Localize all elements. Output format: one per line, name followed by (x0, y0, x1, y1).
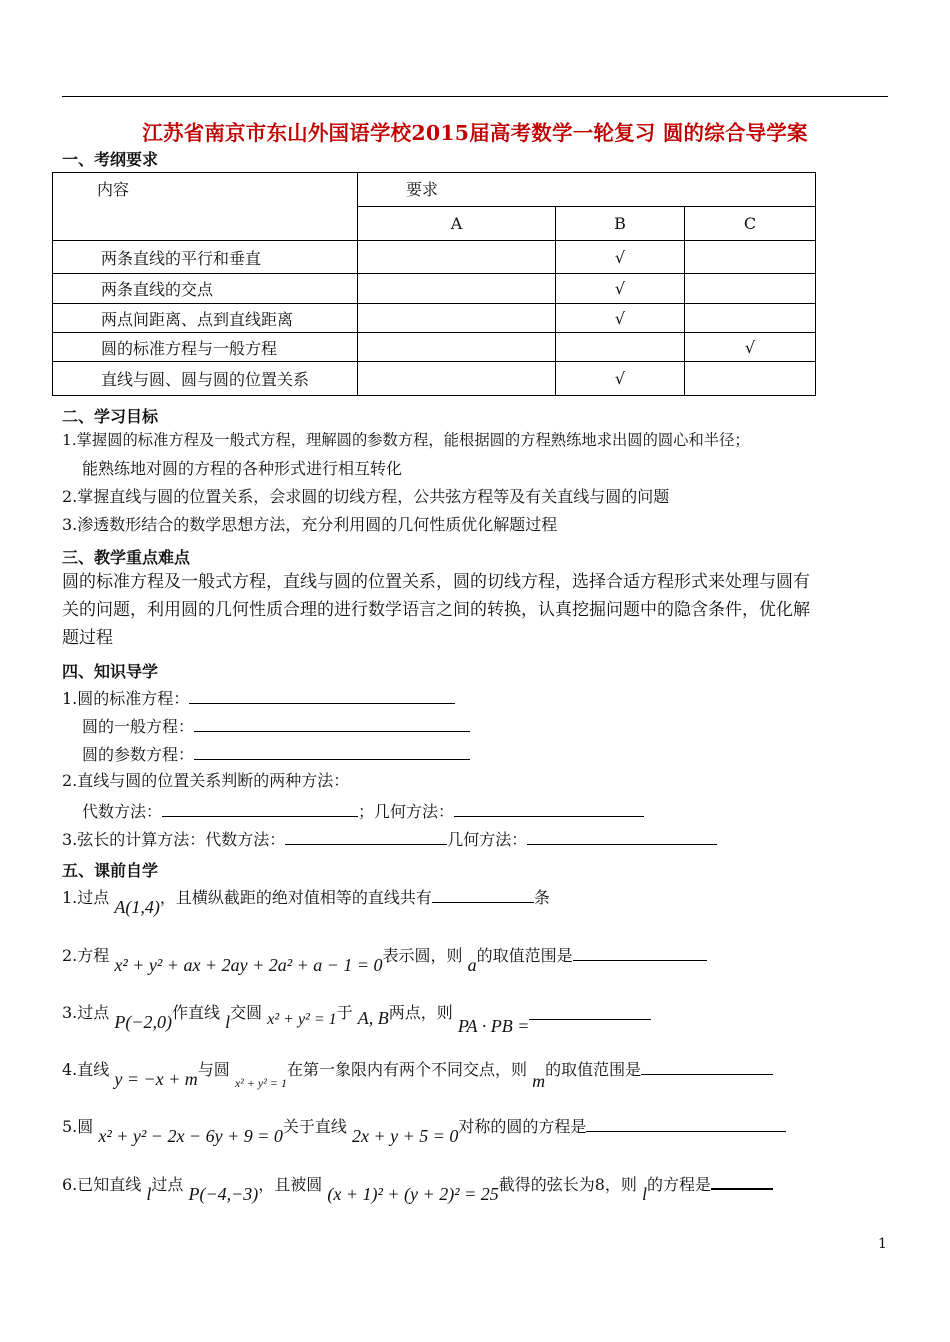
table-cell (358, 274, 556, 304)
table-cell (685, 274, 816, 304)
table-header-requirement: 要求 (358, 173, 816, 207)
table-cell (685, 304, 816, 333)
table-cell (358, 333, 556, 362)
problem-text: 过点 (151, 1175, 184, 1194)
circle-equation: x² + y² = 1 (234, 1076, 287, 1090)
answer-blank[interactable] (285, 829, 447, 845)
knowledge-2: 2.直线与圆的位置关系判断的两种方法： (62, 771, 350, 790)
problem-text: 与圆 (197, 1060, 230, 1079)
circle-equation: x² + y² = 1 (267, 1011, 337, 1028)
line-l: l (642, 1184, 648, 1204)
key-points-line-1: 圆的标准方程及一般式方程，直线与圆的位置关系，圆的切线方程，选择合适方程形式来处理与圆有 (62, 572, 810, 592)
problem-3 (62, 1002, 651, 1036)
table-row-label: 两条直线的平行和垂直 (53, 241, 358, 274)
problem-text: 于 (336, 1003, 353, 1022)
check-mark: √ (685, 333, 816, 362)
knowledge-2a: 代数方法： (82, 802, 163, 821)
page-title: 江苏省南京市东山外国语学校2015届高考数学一轮复习 圆的综合导学案 (142, 121, 808, 145)
table-row-label: 两点间距离、点到直线距离 (53, 304, 358, 333)
line-l: l (225, 1012, 231, 1032)
circle-equation: x² + y² − 2x − 6y + 9 = 0 (98, 1126, 283, 1146)
key-points-line-3: 题过程 (62, 628, 113, 648)
problem-1 (62, 887, 550, 917)
problem-5 (62, 1116, 786, 1146)
line-equation: y = −x + m (114, 1069, 198, 1089)
objective-2: 2.掌握直线与圆的位置关系，会求圆的切线方程，公共弦方程等及有关直线与圆的问题 (62, 487, 670, 506)
problem-text: 的取值范围是 (545, 1060, 642, 1079)
line-l: l (146, 1184, 152, 1204)
answer-blank[interactable] (573, 945, 707, 961)
section-heading-1: 一、考纲要求 (62, 150, 159, 169)
problem-text: 在第一象限内有两个不同交点，则 (286, 1060, 527, 1079)
point-p: P(−4,−3) (188, 1184, 259, 1204)
check-mark: √ (556, 241, 685, 274)
problem-text: 两点，则 (388, 1003, 453, 1022)
points-ab: A, B (357, 1008, 389, 1028)
table-cell (685, 241, 816, 274)
problem-6 (62, 1173, 773, 1204)
problem-text: 表示圆，则 (382, 946, 463, 965)
check-mark: √ (556, 274, 685, 304)
answer-blank[interactable] (586, 1116, 786, 1132)
variable: a (467, 955, 477, 975)
section-heading-3: 三、教学重点难点 (62, 548, 191, 567)
level-b: B (556, 207, 685, 241)
section-heading-4: 四、知识导学 (62, 662, 159, 681)
problem-text: 作直线 (172, 1003, 221, 1022)
key-points-line-2: 关的问题，利用圆的几何性质合理的进行数学语言之间的转换，认真挖掘问题中的隐含条件，优化解 (62, 600, 810, 620)
level-a: A (358, 207, 556, 241)
problem-text: 的取值范围是 (476, 946, 573, 965)
dot-product: PA · PB = (457, 1016, 530, 1036)
circle-equation: (x + 1)² + (y + 2)² = 25 (327, 1184, 499, 1204)
table-row-label: 两条直线的交点 (53, 274, 358, 304)
variable: m (532, 1071, 546, 1091)
answer-blank[interactable] (162, 801, 358, 817)
problem-text: 关于直线 (282, 1117, 347, 1136)
line-equation: 2x + y + 5 = 0 (351, 1126, 459, 1146)
problem-text: 交圆 (230, 1003, 263, 1022)
answer-blank[interactable] (194, 744, 470, 760)
objective-1-cont: 能熟练地对圆的方程的各种形式进行相互转化 (82, 459, 403, 478)
table-cell (685, 362, 816, 396)
problem-text: 1.过点 (62, 888, 110, 907)
problem-text: ，且被圆 (258, 1175, 323, 1194)
problem-text: 4.直线 (62, 1060, 110, 1079)
equation: x² + y² + ax + 2ay + 2a² + a − 1 = 0 (114, 955, 383, 975)
answer-blank[interactable] (529, 1004, 651, 1020)
table-cell (556, 333, 685, 362)
knowledge-3: 3.弦长的计算方法：代数方法： (62, 830, 286, 849)
problem-text: ，且横纵截距的绝对值相等的直线共有 (159, 888, 432, 907)
answer-blank[interactable] (194, 716, 470, 732)
page-number: 1 (878, 1236, 887, 1252)
table-cell (358, 362, 556, 396)
problem-2 (62, 945, 707, 975)
problem-text: 截得的弦长为8，则 (498, 1175, 637, 1194)
objective-3: 3.渗透数形结合的数学思想方法，充分利用圆的几何性质优化解题过程 (62, 515, 558, 534)
knowledge-2-separator: ；几何方法： (358, 802, 455, 821)
table-cell (358, 241, 556, 274)
problem-text: 3.过点 (62, 1003, 110, 1022)
answer-blank[interactable] (641, 1059, 773, 1075)
problem-text: 的方程是 (647, 1175, 712, 1194)
problem-4 (62, 1059, 773, 1091)
answer-blank[interactable] (527, 829, 717, 845)
knowledge-1c: 圆的参数方程： (82, 745, 195, 764)
table-cell (358, 304, 556, 333)
point-a: A(1,4) (114, 897, 160, 917)
knowledge-3b: 几何方法： (447, 830, 528, 849)
section-heading-2: 二、学习目标 (62, 407, 159, 426)
point-p: P(−2,0) (114, 1012, 173, 1032)
requirements-table (52, 172, 816, 396)
problem-text: 5.圆 (62, 1117, 94, 1136)
check-mark: √ (556, 304, 685, 333)
table-row-label: 圆的标准方程与一般方程 (53, 333, 358, 362)
answer-blank[interactable] (454, 801, 644, 817)
table-header-content: 内容 (53, 173, 358, 241)
problem-text: 6.已知直线 (62, 1175, 142, 1194)
knowledge-1b: 圆的一般方程： (82, 717, 195, 736)
problem-text: 2.方程 (62, 946, 110, 965)
section-heading-5: 五、课前自学 (62, 861, 159, 880)
check-mark: √ (556, 362, 685, 396)
top-rule (62, 96, 888, 97)
table-row-label: 直线与圆、圆与圆的位置关系 (53, 362, 358, 396)
answer-blank[interactable] (432, 887, 534, 903)
knowledge-1: 1.圆的标准方程： (62, 689, 190, 708)
answer-blank[interactable] (711, 1173, 773, 1190)
problem-text: 条 (533, 888, 550, 907)
problem-text: 对称的圆的方程是 (458, 1117, 587, 1136)
level-c: C (685, 207, 816, 241)
objective-1: 1.掌握圆的标准方程及一般式方程，理解圆的参数方程，能根据圆的方程熟练地求出圆的圆心和半径； (62, 431, 750, 449)
answer-blank[interactable] (189, 688, 455, 704)
